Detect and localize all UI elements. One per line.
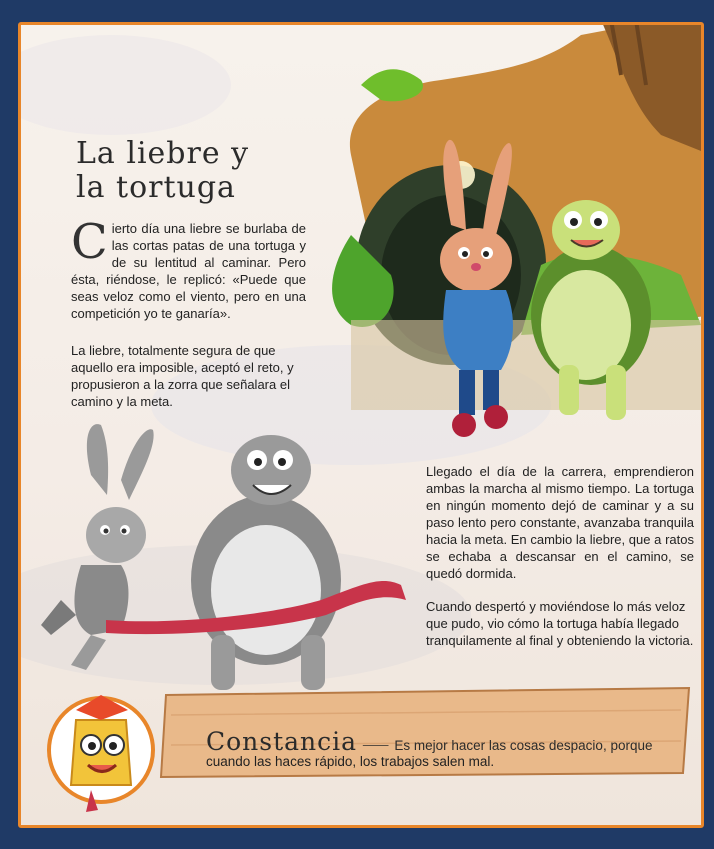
drop-cap: C: [71, 214, 108, 270]
tree-cave: [332, 25, 701, 410]
flourish-icon: ⸺: [362, 735, 390, 754]
moral-line-1: Es mejor hacer las cosas despacio, porque: [394, 738, 653, 753]
story-page: [18, 22, 704, 828]
paragraph-2: La liebre, totalmente segura de que aquello era imposible, aceptó el reto, y propusieron a la zorra que señalara el camino y la meta.: [71, 343, 294, 409]
moral-box: [206, 727, 686, 756]
paragraph-1-text: ierto día una liebre se burlaba de las cortas patas de una tortuga y de su lentitud al caminar. Pero ésta, riéndose, le replicó: «Puede que seas veloz como el viento, pero en una competición yo te ganaría».: [71, 221, 306, 321]
moral-title: Constancia: [206, 727, 358, 756]
title-line-2: la tortuga: [76, 170, 236, 205]
title-line-1: La liebre y: [76, 136, 250, 171]
moral-line-2: cuando las haces rápido, los trabajos salen mal.: [206, 754, 495, 769]
story-title: [76, 137, 249, 205]
paragraph-4: Cuando despertó y moviéndose lo más veloz que pudo, vio cómo la tortuga había llegado tranquilamente al final y obteniendo la victoria.: [426, 599, 694, 648]
paragraph-3: Llegado el día de la carrera, emprendieron ambas la marcha al mismo tiempo. La tortuga en ningún momento dejó de caminar y a su paso lento pero constante, avanzaba tranquila hacia la meta. En cambio la liebre, que a ratos se echaba a descansar en el camino, se quedó dormida.: [426, 464, 694, 581]
mascot-icon: [46, 690, 156, 820]
paragraph-1: [71, 214, 306, 322]
